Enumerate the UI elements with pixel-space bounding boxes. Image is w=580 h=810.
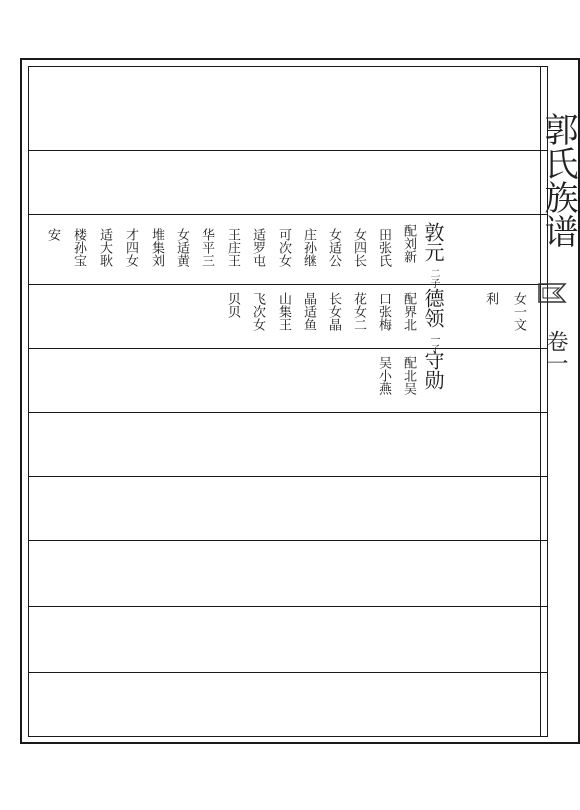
record-column: 女四长: [351, 228, 366, 267]
child-count-note: 一子: [428, 334, 439, 354]
page-inner-border: [28, 66, 548, 737]
record-column: 适罗屯: [250, 228, 265, 267]
person-name: 守勋: [421, 350, 445, 390]
record-column: 飞次女: [250, 292, 265, 331]
record-column: 贝贝: [225, 292, 240, 318]
record-column: 花女二: [351, 292, 366, 331]
rule-line: [28, 540, 548, 541]
record-column: 堆集刘: [149, 228, 164, 267]
daughter-text-cont: 利: [483, 292, 498, 305]
person-name: 德领: [421, 288, 445, 328]
ornament-icon: [537, 280, 567, 306]
record-column: 楼孙宝: [71, 228, 86, 267]
record-column: 才四女: [123, 228, 138, 267]
record-column: 安: [45, 228, 60, 241]
rule-line: [28, 214, 548, 215]
record-column: 可次女: [276, 228, 291, 267]
rule-line: [28, 476, 548, 477]
rule-line: [28, 412, 548, 413]
rule-line: [28, 606, 548, 607]
record-column: 长女晶: [326, 292, 341, 331]
rule-line: [28, 150, 548, 151]
spouse-text: 配北吴: [401, 356, 416, 395]
record-column: 吴小燕: [376, 356, 391, 395]
book-title: 郭氏族谱: [538, 112, 578, 248]
record-column: 女适公: [326, 228, 341, 267]
volume-label: 卷一: [543, 330, 568, 374]
rule-line: [28, 348, 548, 349]
rule-line: [28, 672, 548, 673]
daughter-text: 女一文: [511, 292, 526, 331]
record-column: 田张氏: [376, 228, 391, 267]
spouse-text: 配刘新: [401, 224, 416, 263]
record-column: 王庄王: [225, 228, 240, 267]
record-column: 适大耿: [97, 228, 112, 267]
record-column: 口张梅: [376, 292, 391, 331]
person-name: 敦元: [421, 222, 445, 262]
record-column: 华平三: [199, 228, 214, 267]
spouse-text: 配界北: [401, 292, 416, 331]
child-count-note: 二子: [428, 268, 439, 288]
rule-line: [28, 284, 548, 285]
record-column: 女适黄: [174, 228, 189, 267]
record-column: 晶适鱼: [301, 292, 316, 331]
record-column: 山集王: [276, 292, 291, 331]
record-column: 庄孙继: [301, 228, 316, 267]
